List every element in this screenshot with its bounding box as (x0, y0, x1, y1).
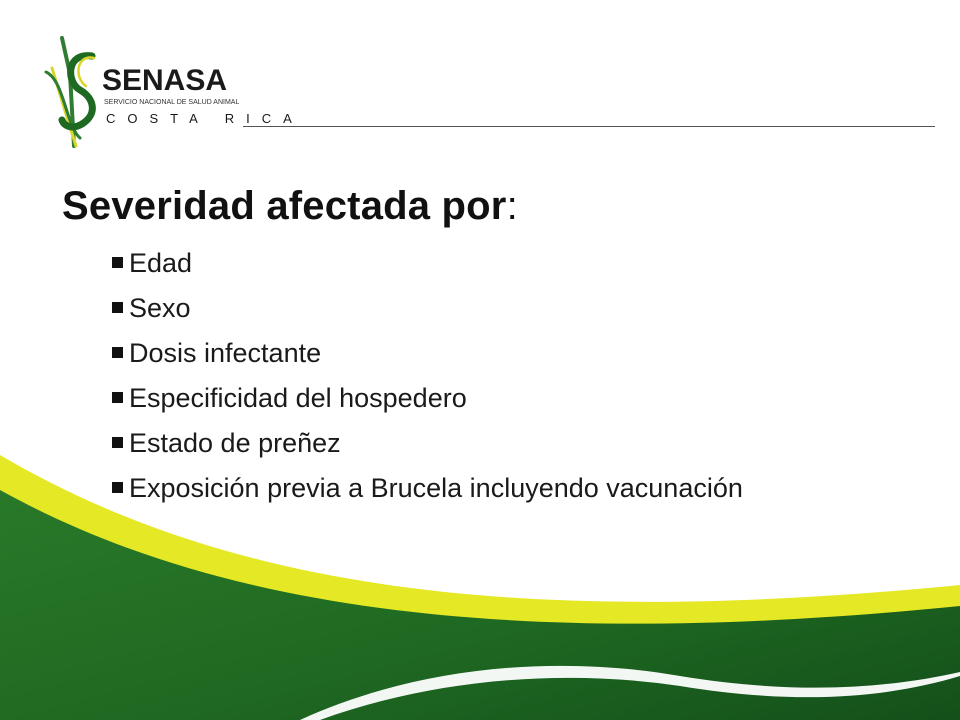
square-bullet-icon (112, 482, 123, 493)
square-bullet-icon (112, 392, 123, 403)
slide-title-colon: : (506, 184, 518, 228)
senasa-logo (36, 34, 304, 149)
slide-title (62, 184, 518, 229)
list-item-text: Dosis infectante (129, 337, 322, 368)
caduceus-swoosh-icon (46, 38, 94, 146)
list-item-text: Exposición previa a Brucela incluyendo vacunación (129, 472, 743, 503)
list-item-text: Edad (129, 247, 193, 278)
logo-country: COSTA RICA (106, 111, 304, 126)
square-bullet-icon (112, 347, 123, 358)
slide-title-text: Severidad afectada por (62, 184, 507, 228)
list-item-text: Sexo (129, 292, 191, 323)
logo-subtitle: SERVICIO NACIONAL DE SALUD ANIMAL (104, 99, 240, 106)
square-bullet-icon (112, 302, 123, 313)
list-item-text: Especificidad del hospedero (129, 382, 467, 413)
list-item (112, 330, 743, 375)
square-bullet-icon (112, 437, 123, 448)
list-item (112, 420, 743, 465)
square-bullet-icon (112, 257, 123, 268)
bullet-list (112, 240, 743, 510)
list-item (112, 375, 743, 420)
list-item (112, 465, 743, 510)
list-item-text: Estado de preñez (129, 427, 341, 458)
logo-brand-name: SENASA (102, 64, 228, 97)
list-item (112, 285, 743, 330)
list-item (112, 240, 743, 285)
header-divider (243, 126, 935, 127)
